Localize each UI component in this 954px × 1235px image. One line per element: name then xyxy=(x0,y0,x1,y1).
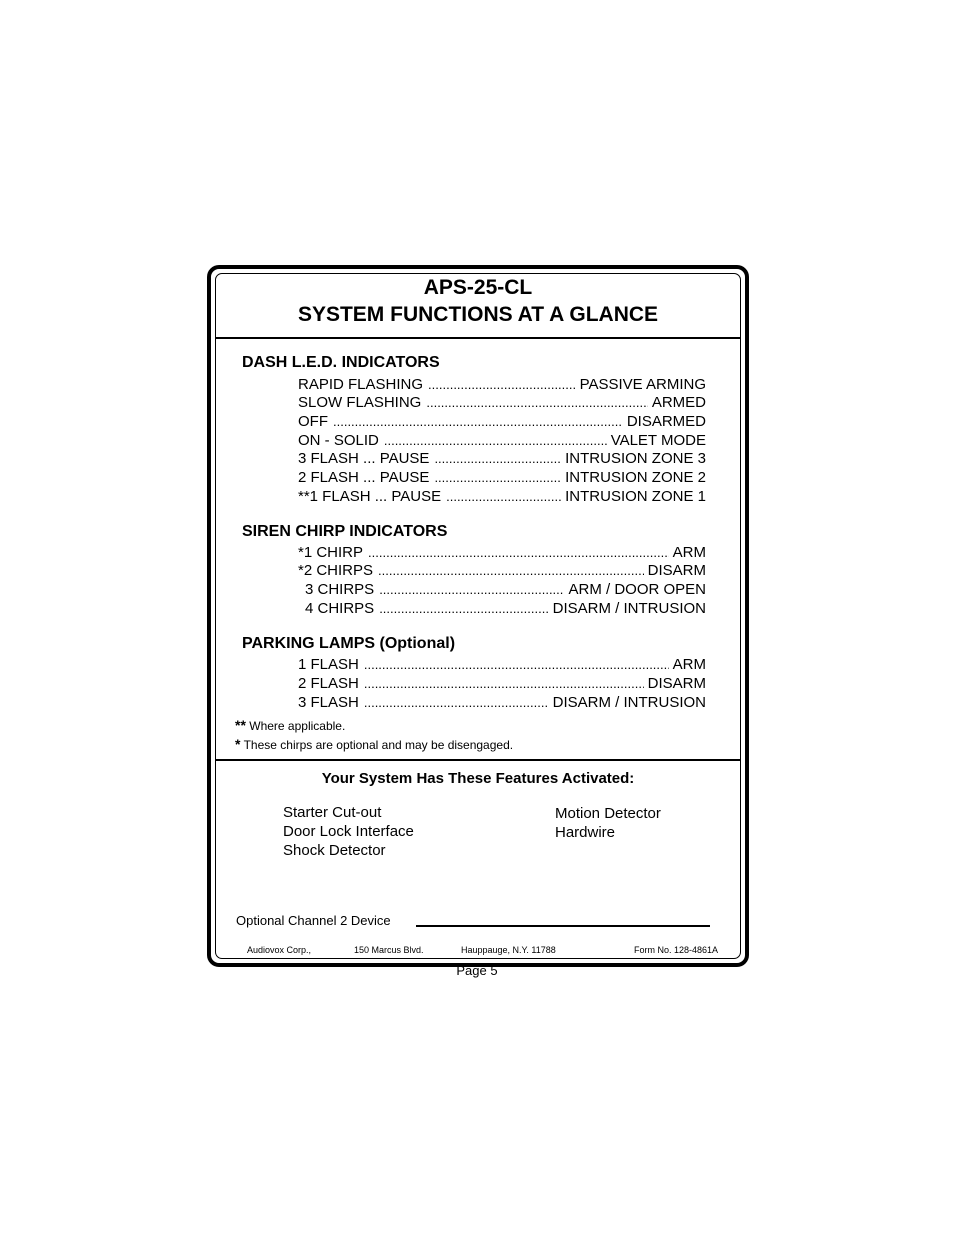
dash-led-row xyxy=(298,431,706,450)
leader-dots xyxy=(379,599,548,618)
feature-item: Hardwire xyxy=(555,824,616,841)
leader-dots xyxy=(379,580,564,599)
feature-item: Door Lock Interface xyxy=(283,823,414,840)
leader-dots xyxy=(434,449,561,468)
row-value: ARMED xyxy=(651,394,706,411)
footnote-text: These chirps are optional and may be disengaged. xyxy=(243,738,514,752)
row-value: DISARMED xyxy=(626,413,706,430)
footnote-optional-chirps xyxy=(235,737,513,753)
siren-chirp-row xyxy=(305,580,706,599)
leader-dots xyxy=(426,393,647,412)
dash-led-row xyxy=(298,375,706,394)
siren-chirp-heading: SIREN CHIRP INDICATORS xyxy=(242,523,448,540)
footer-address: 150 Marcus Blvd. xyxy=(354,945,424,955)
footer-city: Hauppauge, N.Y. 11788 xyxy=(461,945,556,955)
leader-dots xyxy=(368,543,669,562)
row-label: OFF xyxy=(298,413,328,430)
footnote-where-applicable xyxy=(235,718,345,734)
row-value: DISARM / INTRUSION xyxy=(552,694,706,711)
leader-dots xyxy=(434,468,561,487)
row-value: DISARM xyxy=(647,562,706,579)
leader-dots xyxy=(364,655,669,674)
row-label: SLOW FLASHING xyxy=(298,394,422,411)
leader-dots xyxy=(428,375,576,394)
dash-led-row xyxy=(298,393,706,412)
features-divider xyxy=(216,759,740,761)
leader-dots xyxy=(378,561,644,580)
dash-led-heading: DASH L.E.D. INDICATORS xyxy=(242,354,440,371)
footnote-mark: * xyxy=(235,736,241,752)
feature-item: Motion Detector xyxy=(555,805,661,822)
row-label: 3 CHIRPS xyxy=(305,581,375,598)
row-value: DISARM / INTRUSION xyxy=(552,600,706,617)
footnote-text: Where applicable. xyxy=(249,719,346,733)
header-divider xyxy=(216,337,740,339)
row-value: VALET MODE xyxy=(610,432,706,449)
row-value: PASSIVE ARMING xyxy=(579,376,706,393)
row-value: ARM / DOOR OPEN xyxy=(568,581,706,598)
parking-lamps-row xyxy=(298,655,706,674)
row-label: ON - SOLID xyxy=(298,432,379,449)
siren-chirp-row xyxy=(305,599,706,618)
leader-dots xyxy=(364,674,644,693)
footer-form-number: Form No. 128-4861A xyxy=(634,945,719,955)
row-label: 1 FLASH xyxy=(298,656,359,673)
parking-lamps-heading: PARKING LAMPS (Optional) xyxy=(242,635,456,652)
row-value: DISARM xyxy=(647,675,706,692)
leader-dots xyxy=(333,412,623,431)
row-label: 3 FLASH ... PAUSE xyxy=(298,450,430,467)
system-functions-card xyxy=(207,265,749,967)
row-label: 2 FLASH ... PAUSE xyxy=(298,469,430,486)
leader-dots xyxy=(364,693,549,712)
row-label: 2 FLASH xyxy=(298,675,359,692)
leader-dots xyxy=(446,487,561,506)
feature-item: Shock Detector xyxy=(283,842,386,859)
row-label: RAPID FLASHING xyxy=(298,376,424,393)
dash-led-row xyxy=(298,449,706,468)
parking-lamps-row xyxy=(298,674,706,693)
row-value: INTRUSION ZONE 3 xyxy=(565,450,706,467)
features-heading: Your System Has These Features Activated: xyxy=(321,770,635,787)
row-value: ARM xyxy=(672,544,706,561)
footnote-mark: ** xyxy=(235,717,246,733)
optional-channel-label: Optional Channel 2 Device xyxy=(236,913,391,928)
dash-led-row xyxy=(298,487,706,506)
row-label: *2 CHIRPS xyxy=(298,562,374,579)
optional-channel-blank-line xyxy=(416,925,710,927)
row-value: INTRUSION ZONE 1 xyxy=(565,488,706,505)
page-title: SYSTEM FUNCTIONS AT A GLANCE xyxy=(297,303,659,326)
feature-item: Starter Cut-out xyxy=(283,804,382,821)
dash-led-row xyxy=(298,468,706,487)
leader-dots xyxy=(384,431,607,450)
row-value: ARM xyxy=(672,656,706,673)
row-label: *1 CHIRP xyxy=(298,544,364,561)
row-label: **1 FLASH ... PAUSE xyxy=(298,488,442,505)
row-value: INTRUSION ZONE 2 xyxy=(565,469,706,486)
row-label: 4 CHIRPS xyxy=(305,600,375,617)
model-title: APS-25-CL xyxy=(423,276,533,299)
row-label: 3 FLASH xyxy=(298,694,359,711)
siren-chirp-row xyxy=(298,543,706,562)
dash-led-row xyxy=(298,412,706,431)
page-number: Page 5 xyxy=(456,963,498,978)
siren-chirp-row xyxy=(298,561,706,580)
footer-company: Audiovox Corp., xyxy=(247,945,312,955)
parking-lamps-row xyxy=(298,693,706,712)
